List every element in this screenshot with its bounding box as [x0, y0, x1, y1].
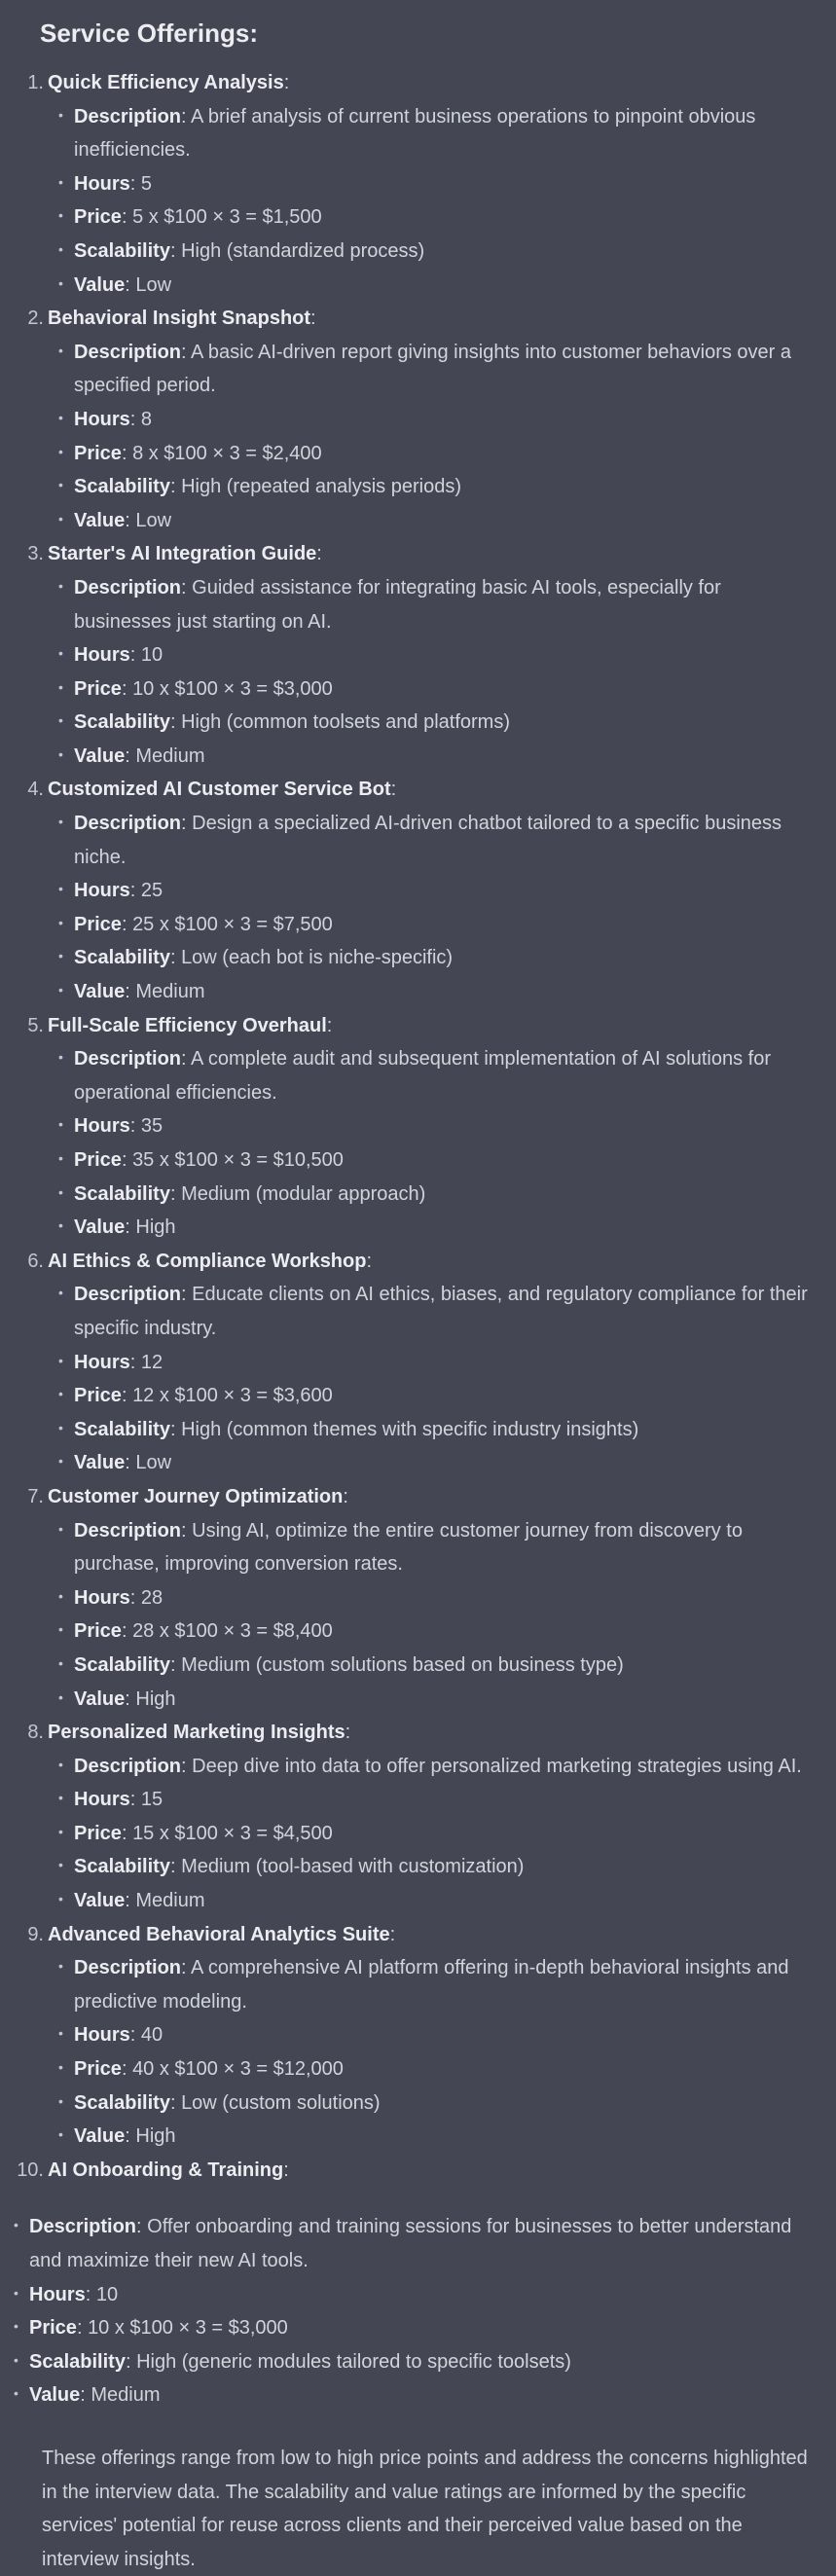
offering-header: 8. Personalized Marketing Insights:: [48, 1716, 822, 1750]
offering-number: 8.: [27, 1722, 44, 1744]
detail-label: Scalability: [74, 947, 170, 969]
detail-value: Medium: [135, 981, 205, 1003]
detail-description: • Description: Educate clients on AI ethics, biases, and regulatory compliance for their specific industry.: [74, 1278, 822, 1345]
page-title: Service Offerings:: [40, 18, 258, 48]
detail-value-rating: • Value: Medium: [74, 1884, 822, 1918]
detail-value-rating: • Value: Low: [74, 1446, 822, 1480]
detail-hours: • Hours: 35: [74, 1109, 822, 1143]
detail-value: High (generic modules tailored to specific toolsets): [136, 2350, 571, 2373]
detail-label: Hours: [74, 2024, 130, 2047]
detail-description: • Description: A brief analysis of current business operations to pinpoint obvious inefficiencies.: [74, 100, 822, 167]
detail-value: High: [135, 2125, 176, 2148]
offering-item: [27, 1480, 822, 1716]
detail-value: Low: [135, 273, 172, 296]
offering-header: 1. Quick Efficiency Analysis:: [48, 66, 822, 100]
offering-details: [48, 336, 822, 538]
detail-value: 12: [140, 1351, 164, 1373]
offering-details: [48, 1951, 822, 2154]
detail-label: Price: [74, 1620, 122, 1643]
detail-scalability: • Scalability: High (common toolsets and platforms): [74, 706, 822, 740]
detail-hours: • Hours: 25: [74, 874, 822, 908]
detail-value: Low (custom solutions): [181, 2091, 381, 2114]
offering-header: 9. Advanced Behavioral Analytics Suite:: [48, 1918, 822, 1952]
detail-label: Hours: [74, 1351, 130, 1373]
detail-value: Offer onboarding and training sessions for businesses to better understand and maximize their new AI tools.: [29, 2216, 792, 2271]
detail-label: Hours: [74, 644, 130, 667]
detail-value: Medium: [135, 744, 205, 767]
detail-value-rating: • Value: Medium: [29, 2378, 822, 2413]
detail-value: 10: [95, 2283, 119, 2305]
offering-item: [27, 1918, 822, 2154]
detail-label: Scalability: [74, 2091, 170, 2114]
detail-value: Medium (tool-based with customization): [181, 1856, 525, 1878]
detail-scalability: • Scalability: Low (custom solutions): [74, 2086, 822, 2121]
detail-label: Price: [74, 1385, 122, 1407]
detail-label: Price: [74, 442, 122, 464]
offering-item: [27, 1009, 822, 1245]
detail-value: High: [135, 1216, 176, 1239]
offering-name: Behavioral Insight Snapshot: [48, 308, 311, 330]
detail-label: Price: [74, 206, 122, 229]
detail-price: • Price: 10 x $100 × 3 = $3,000: [29, 2311, 822, 2345]
offering-details: [48, 1750, 822, 1918]
detail-value: 8 x $100 × 3 = $2,400: [132, 442, 322, 464]
detail-value: High (common themes with specific industry insights): [181, 1418, 639, 1440]
detail-hours: • Hours: 10: [29, 2278, 822, 2312]
detail-description: • Description: A comprehensive AI platform offering in-depth behavioral insights and predictive modeling.: [74, 1951, 822, 2018]
detail-label: Price: [29, 2317, 77, 2340]
detail-scalability: • Scalability: High (generic modules tailored to specific toolsets): [29, 2345, 822, 2379]
detail-label: Description: [74, 813, 182, 835]
detail-value: Low (each bot is niche-specific): [181, 947, 454, 969]
detail-hours: • Hours: 5: [74, 167, 822, 201]
offering-number: 5.: [27, 1014, 44, 1036]
detail-value: A comprehensive AI platform offering in-depth behavioral insights and predictive modeling.: [74, 1957, 789, 2013]
detail-price: • Price: 8 x $100 × 3 = $2,400: [74, 437, 822, 471]
detail-value: 25: [140, 880, 164, 902]
detail-label: Value: [74, 744, 126, 767]
offering-item: [27, 1245, 822, 1480]
detail-description: • Description: Guided assistance for integrating basic AI tools, especially for businesses just starting on AI.: [74, 571, 822, 638]
offering-item: [27, 302, 822, 537]
detail-label: Description: [74, 1957, 182, 1979]
detail-label: Value: [74, 273, 126, 296]
detail-scalability: • Scalability: High (common themes with specific industry insights): [74, 1413, 822, 1447]
detail-price: • Price: 15 x $100 × 3 = $4,500: [74, 1817, 822, 1851]
detail-label: Scalability: [74, 1418, 170, 1440]
offering-number: 7.: [27, 1485, 44, 1507]
detail-label: Description: [74, 1284, 182, 1306]
detail-label: Scalability: [74, 476, 170, 498]
detail-label: Hours: [74, 1115, 130, 1138]
detail-value-rating: • Value: High: [74, 1211, 822, 1245]
detail-value-rating: • Value: Medium: [74, 975, 822, 1009]
offering-item: [27, 537, 822, 773]
detail-value: A brief analysis of current business operations to pinpoint obvious inefficiencies.: [74, 105, 756, 162]
detail-price: • Price: 5 x $100 × 3 = $1,500: [74, 200, 822, 235]
detail-value: Deep dive into data to offer personalized marketing strategies using AI.: [192, 1755, 802, 1777]
detail-label: Value: [74, 981, 126, 1003]
offering-number: 10.: [17, 2159, 44, 2181]
offering-name: Starter's AI Integration Guide: [48, 543, 317, 565]
detail-value: 28: [140, 1586, 164, 1609]
summary-paragraph: These offerings range from low to high price points and address the concerns highlighted in the interview data. The scalability and value ratings are informed by the specific services' potential for reuse across clients and their perceived value based on the interview insights.: [42, 2447, 808, 2570]
detail-value-rating: • Value: High: [74, 1683, 822, 1717]
detail-label: Price: [74, 2058, 122, 2081]
offering-name: Full-Scale Efficiency Overhaul: [48, 1014, 327, 1036]
detail-value: Medium (custom solutions based on business type): [181, 1653, 624, 1676]
offering-item: [27, 1716, 822, 1918]
detail-description: • Description: Using AI, optimize the entire customer journey from discovery to purchase, improving conversion rates.: [74, 1514, 822, 1581]
detail-description: • Description: A complete audit and subsequent implementation of AI solutions for operational efficiencies.: [74, 1042, 822, 1109]
offering-header: 5. Full-Scale Efficiency Overhaul:: [48, 1009, 822, 1043]
detail-value: Low: [135, 1452, 172, 1474]
detail-value: 5: [140, 172, 153, 195]
detail-label: Hours: [74, 1586, 130, 1609]
detail-scalability: • Scalability: High (repeated analysis periods): [74, 470, 822, 504]
detail-value: High: [135, 1687, 176, 1710]
detail-hours: • Hours: 40: [74, 2018, 822, 2052]
detail-label: Hours: [74, 408, 130, 430]
detail-label: Description: [74, 105, 182, 127]
detail-price: • Price: 25 x $100 × 3 = $7,500: [74, 908, 822, 942]
detail-label: Hours: [74, 172, 130, 195]
detail-value: Educate clients on AI ethics, biases, and regulatory compliance for their specific industry.: [74, 1284, 808, 1339]
offering-details: [48, 1278, 822, 1480]
offering-details: [48, 1514, 822, 1717]
offering-item: [27, 773, 822, 1008]
offering-header: 6. AI Ethics & Compliance Workshop:: [48, 1245, 822, 1279]
offering-header: 2. Behavioral Insight Snapshot:: [48, 302, 822, 336]
detail-value: 5 x $100 × 3 = $1,500: [132, 206, 322, 229]
detail-value-rating: • Value: Medium: [74, 740, 822, 774]
detail-hours: • Hours: 10: [74, 638, 822, 672]
detail-hours: • Hours: 28: [74, 1581, 822, 1615]
detail-value-rating: • Value: Low: [74, 504, 822, 538]
detail-value: 12 x $100 × 3 = $3,600: [132, 1385, 333, 1407]
detail-label: Description: [74, 1048, 182, 1070]
detail-value: 15 x $100 × 3 = $4,500: [132, 1822, 333, 1844]
detail-label: Value: [29, 2384, 81, 2407]
offering-number: 2.: [27, 308, 44, 330]
detail-label: Description: [74, 1755, 182, 1777]
detail-value: Medium: [135, 1890, 205, 1912]
offering-details: [48, 571, 822, 774]
detail-label: Value: [74, 1452, 126, 1474]
detail-value: 15: [140, 1789, 164, 1811]
detail-value: 40 x $100 × 3 = $12,000: [132, 2058, 344, 2081]
offering-header: 7. Customer Journey Optimization:: [48, 1480, 822, 1514]
detail-label: Value: [74, 2125, 126, 2148]
offering-number: 1.: [27, 72, 44, 93]
detail-value: 28 x $100 × 3 = $8,400: [132, 1620, 333, 1643]
detail-price: • Price: 28 x $100 × 3 = $8,400: [74, 1615, 822, 1649]
detail-value: 10 x $100 × 3 = $3,000: [88, 2317, 288, 2340]
detail-label: Hours: [29, 2283, 86, 2305]
detail-value: 10 x $100 × 3 = $3,000: [132, 677, 333, 700]
detail-value: A complete audit and subsequent implementation of AI solutions for operational efficiencies.: [74, 1048, 771, 1104]
detail-hours: • Hours: 15: [74, 1783, 822, 1817]
detail-value: 40: [140, 2024, 164, 2047]
detail-value: High (standardized process): [181, 239, 425, 262]
offering-number: 6.: [27, 1250, 44, 1272]
detail-label: Scalability: [74, 1182, 170, 1205]
offering-details: [48, 807, 822, 1009]
offering-name: AI Ethics & Compliance Workshop: [48, 1250, 367, 1272]
detail-label: Description: [29, 2216, 137, 2238]
detail-scalability: • Scalability: High (standardized process): [74, 235, 822, 269]
detail-value: Guided assistance for integrating basic AI tools, especially for businesses just starting on AI.: [74, 576, 721, 633]
detail-scalability: • Scalability: Low (each bot is niche-specific): [74, 941, 822, 975]
detail-label: Scalability: [74, 1856, 170, 1878]
detail-label: Scalability: [29, 2350, 126, 2373]
offering-name: Customer Journey Optimization: [48, 1485, 344, 1507]
offering-number: 9.: [27, 1923, 44, 1945]
detail-description: • Description: Offer onboarding and training sessions for businesses to better understand and maximize their new AI tools.: [29, 2210, 822, 2277]
detail-hours: • Hours: 8: [74, 403, 822, 437]
detail-scalability: • Scalability: Medium (custom solutions based on business type): [74, 1649, 822, 1683]
detail-label: Description: [74, 576, 182, 599]
detail-label: Price: [74, 1149, 122, 1171]
offering-details: [48, 100, 822, 303]
detail-description: • Description: Design a specialized AI-driven chatbot tailored to a specific business niche.: [74, 807, 822, 874]
detail-value: Design a specialized AI-driven chatbot tailored to a specific business niche.: [74, 813, 782, 868]
detail-value: 8: [140, 408, 153, 430]
offerings-list: [17, 66, 822, 2413]
offering-number: 3.: [27, 543, 44, 565]
offering-item: [27, 66, 822, 302]
detail-value: High (repeated analysis periods): [181, 476, 461, 498]
detail-label: Price: [74, 1822, 122, 1844]
offering-name: Advanced Behavioral Analytics Suite: [48, 1923, 390, 1945]
detail-hours: • Hours: 12: [74, 1346, 822, 1380]
detail-description: • Description: Deep dive into data to offer personalized marketing strategies using AI.: [74, 1750, 822, 1784]
detail-value: Using AI, optimize the entire customer journey from discovery to purchase, improving conversion rates.: [74, 1519, 743, 1576]
detail-value: A basic AI-driven report giving insights into customer behaviors over a specified period.: [74, 341, 792, 397]
detail-label: Hours: [74, 1789, 130, 1811]
detail-value-rating: • Value: Low: [74, 269, 822, 303]
offering-item: [17, 2154, 822, 2413]
detail-price: • Price: 10 x $100 × 3 = $3,000: [74, 672, 822, 707]
detail-price: • Price: 40 x $100 × 3 = $12,000: [74, 2052, 822, 2086]
offering-header: 10. AI Onboarding & Training:: [48, 2154, 822, 2188]
offering-details: [16, 2210, 822, 2413]
offering-name: Personalized Marketing Insights: [48, 1722, 345, 1744]
detail-label: Price: [74, 913, 122, 935]
detail-label: Value: [74, 509, 126, 531]
detail-value: 25 x $100 × 3 = $7,500: [132, 913, 333, 935]
detail-label: Value: [74, 1890, 126, 1912]
detail-value: Medium: [91, 2384, 161, 2407]
offering-header: 4. Customized AI Customer Service Bot:: [48, 773, 822, 807]
offering-details: [48, 1042, 822, 1245]
detail-label: Hours: [74, 880, 130, 902]
offering-name: Quick Efficiency Analysis: [48, 72, 284, 93]
detail-label: Scalability: [74, 239, 170, 262]
detail-description: • Description: A basic AI-driven report giving insights into customer behaviors over a specified period.: [74, 336, 822, 403]
detail-value: High (common toolsets and platforms): [181, 711, 510, 734]
detail-label: Description: [74, 1519, 182, 1542]
detail-value: Medium (modular approach): [181, 1182, 426, 1205]
detail-label: Description: [74, 341, 182, 363]
offering-name: AI Onboarding & Training: [48, 2159, 284, 2181]
detail-price: • Price: 35 x $100 × 3 = $10,500: [74, 1143, 822, 1178]
detail-value: 10: [140, 644, 164, 667]
detail-label: Value: [74, 1216, 126, 1239]
detail-label: Price: [74, 677, 122, 700]
detail-label: Scalability: [74, 711, 170, 734]
detail-value-rating: • Value: High: [74, 2120, 822, 2154]
detail-price: • Price: 12 x $100 × 3 = $3,600: [74, 1379, 822, 1413]
detail-value: Low: [135, 509, 172, 531]
detail-label: Scalability: [74, 1653, 170, 1676]
offering-header: 3. Starter's AI Integration Guide:: [48, 537, 822, 571]
detail-scalability: • Scalability: Medium (modular approach): [74, 1178, 822, 1212]
offering-number: 4.: [27, 779, 44, 801]
detail-value: 35: [140, 1115, 164, 1138]
detail-scalability: • Scalability: Medium (tool-based with customization): [74, 1850, 822, 1884]
offering-name: Customized AI Customer Service Bot: [48, 779, 391, 801]
detail-label: Value: [74, 1687, 126, 1710]
detail-value: 35 x $100 × 3 = $10,500: [132, 1149, 344, 1171]
